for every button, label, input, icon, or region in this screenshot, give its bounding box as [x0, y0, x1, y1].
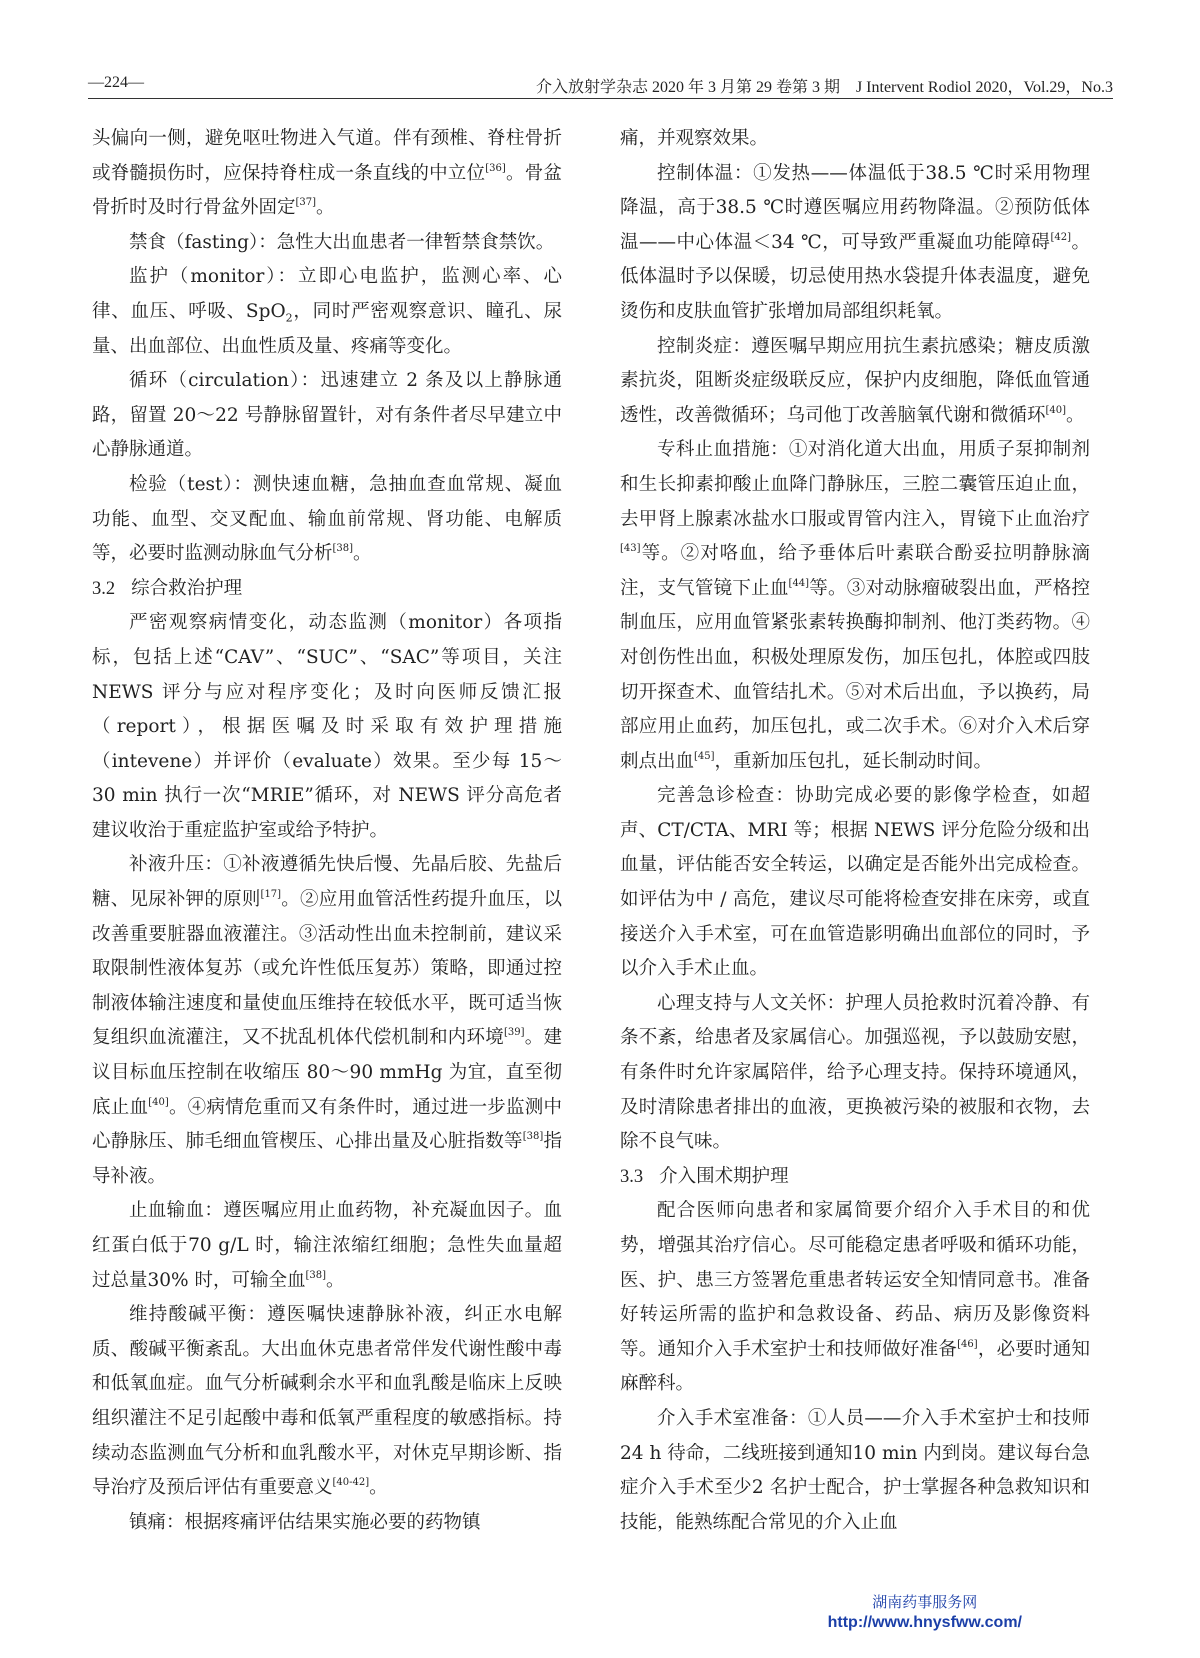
- text-run: 介入手术室准备：①人员——介入手术室护士和技师24 h 待命，二线班接到通知10 min 内到岗。建议每台急症介入手术至少2 名护士配合，护士掌握各种急救知识和技能，能熟练配合常见的介入止血: [620, 1407, 1090, 1533]
- paragraph: [92, 468, 562, 572]
- text-run: 禁食（fasting）：急性大出血患者一律暂禁食禁饮。: [129, 231, 555, 253]
- citation-ref: [39]: [504, 1027, 525, 1039]
- text-run: 严密观察病情变化，动态监测（monitor）各项指标，包括上述“CAV”、“SUC”、“SAC”等项目，关注 NEWS 评分与应对程序变化；及时向医师反馈汇报（report），根据医嘱及时采取有效护理措施（intevene）并评价（evaluate）效果。至少每 15～30 min 执行一次“MRIE”循环，对 NEWS 评分高危者建议收治于重症监护室或给予特护。: [92, 612, 562, 841]
- citation-ref: [38]: [305, 1269, 327, 1281]
- watermark: [828, 1593, 1022, 1633]
- text-run: 。: [353, 543, 372, 565]
- citation-ref: [40-42]: [332, 1477, 370, 1489]
- citation-ref: [44]: [788, 577, 810, 589]
- citation-ref: [17]: [260, 889, 282, 901]
- citation-ref: [38]: [522, 1131, 544, 1143]
- paragraph: [620, 987, 1090, 1160]
- subscript: 2: [285, 311, 293, 325]
- section-number: 3.2: [92, 578, 116, 599]
- paragraph: [92, 1194, 562, 1298]
- citation-ref: [36]: [485, 162, 506, 174]
- watermark-url: http://www.hnysfww.com/: [827, 1614, 1022, 1631]
- paragraph: [92, 848, 562, 1194]
- text-run: 。④病情危重而又有条件时，通过进一步监测中心静脉压、肺毛细血管楔压、心排出量及心脏指数等: [92, 1096, 562, 1153]
- paragraph: [92, 364, 562, 468]
- citation-ref: [38]: [332, 543, 354, 555]
- text-run: 。②应用血管活性药提升血压，以改善重要脏器血液灌注。③活动性出血未控制前，建议采取限制性液体复苏（或允许性低压复苏）策略，即通过控制液体输注速度和量使血压维持在较低水平，既可适当恢复组织血流灌注，又不扰乱机体代偿机制和内环境: [92, 889, 562, 1049]
- paragraph: [620, 1402, 1090, 1540]
- text-run: 维持酸碱平衡：遵医嘱快速静脉补液，纠正水电解质、酸碱平衡紊乱。大出血休克患者常伴发代谢性酸中毒和低氧血症。血气分析碱剩余水平和血乳酸是临床上反映组织灌注不足引起酸中毒和低氧严重程度的敏感指标。持续动态监测血气分析和血乳酸水平，对休克早期诊断、指导治疗及预后评估有重要意义: [92, 1304, 562, 1499]
- text-run: 。建议目标血压控制在收缩压 80～90 mmHg 为宜，直至彻底止血: [92, 1027, 562, 1118]
- paragraph: [92, 226, 562, 261]
- section-title: 综合救治护理: [131, 577, 243, 599]
- text-run: 配合医师向患者和家属简要介绍介入手术目的和优势，增强其治疗信心。尽可能稳定患者呼吸和循环功能，医、护、患三方签署危重患者转运安全知情同意书。准备好转运所需的监护和急救设备、药品、病历及影像资料等。通知介入手术室护士和技师做好准备: [620, 1200, 1090, 1360]
- text-run: 。: [316, 197, 335, 219]
- text-run: ，同时严密观察意识、瞳孔、尿量、出血部位、出血性质及量、疼痛等变化。: [92, 300, 562, 357]
- citation-ref: [37]: [295, 197, 317, 209]
- citation-ref: [46]: [957, 1338, 978, 1350]
- section-heading: [92, 572, 562, 607]
- paragraph: [92, 260, 562, 364]
- page-number: —224—: [88, 74, 144, 91]
- paragraph: [620, 330, 1090, 434]
- text-run: 。: [369, 1477, 388, 1499]
- paragraph: [620, 122, 1090, 157]
- text-run: 止血输血：遵医嘱应用止血药物，补充凝血因子。血红蛋白低于70 g/L 时，输注浓缩红细胞；急性失血量超过总量30% 时，可输全血: [92, 1200, 562, 1291]
- left-column: [92, 122, 562, 1540]
- text-run: 。: [326, 1269, 345, 1291]
- text-run: 。: [1066, 404, 1085, 426]
- section-title: 介入围术期护理: [659, 1165, 789, 1187]
- citation-ref: [40]: [1045, 404, 1067, 416]
- text-run: 等。②对咯血，给予垂体后叶素联合酚妥拉明静脉滴注，支气管镜下止血: [620, 543, 1090, 599]
- paragraph: [620, 157, 1090, 330]
- right-column: [620, 122, 1090, 1540]
- text-run: 心理支持与人文关怀：护理人员抢救时沉着冷静、有条不紊，给患者及家属信心。加强巡视，予以鼓励安慰，有条件时允许家属陪伴，给予心理支持。保持环境通风，及时清除患者排出的血液，更换被污染的被服和衣物，去除不良气味。: [620, 992, 1090, 1153]
- journal-citation: 介入放射学杂志 2020 年 3 月第 29 卷第 3 期 J Intervent Rodiol 2020，Vol.29，No.3: [535, 79, 1113, 96]
- text-run: 指导补液。: [92, 1131, 562, 1187]
- section-heading: [620, 1160, 1090, 1195]
- citation-ref: [40]: [148, 1096, 169, 1108]
- paragraph: [620, 433, 1090, 779]
- text-run: 专科止血措施：①对消化道大出血，用质子泵抑制剂和生长抑素抑酸止血降门静脉压，三腔二囊管压迫止血，去甲肾上腺素冰盐水口服或胃管内注入，胃镜下止血治疗: [620, 439, 1090, 530]
- page-header: [88, 72, 1113, 99]
- text-run: ，重新加压包扎，延长制动时间。: [714, 750, 993, 772]
- text-run: 痛，并观察效果。: [620, 128, 769, 149]
- text-run: 镇痛：根据疼痛评估结果实施必要的药物镇: [129, 1511, 481, 1533]
- paragraph: [620, 779, 1090, 987]
- watermark-site-name: 湖南药事服务网: [872, 1594, 978, 1611]
- paragraph: [92, 1298, 562, 1506]
- text-run: 完善急诊检查：协助完成必要的影像学检查，如超声、CT/CTA、MRI 等；根据 NEWS 评分危险分级和出血量，评估能否安全转运，以确定是否能外出完成检查。如评估为中 / 高危，建议尽可能将检查安排在床旁，或直接送介入手术室，可在血管造影明确出血部位的同时，予以介入手术止血。: [620, 785, 1090, 980]
- citation-ref: [43]: [620, 543, 641, 555]
- text-run: 循环（circulation）：迅速建立 2 条及以上静脉通路，留置 20～22 号静脉留置针，对有条件者尽早建立中心静脉通道。: [92, 370, 562, 461]
- text-run: 监护（monitor）：立即心电监护，监测心率、心律、血压、呼吸、SpO: [92, 266, 562, 322]
- citation-ref: [45]: [694, 750, 715, 762]
- citation-ref: [42]: [1050, 231, 1071, 243]
- text-run: 补液升压：①补液遵循先快后慢、先晶后胶、先盐后糖、见尿补钾的原则: [92, 854, 562, 911]
- text-run: 。骨盆骨折时及时行骨盆外固定: [92, 162, 562, 219]
- text-run: ，必要时通知麻醉科。: [620, 1338, 1090, 1395]
- text-run: 等。③对动脉瘤破裂出血，严格控制血压，应用血管紧张素转换酶抑制剂、他汀类药物。④对创伤性出血，积极处理原发伤，加压包扎，体腔或四肢切开探查术、血管结扎术。⑤对术后出血，予以换药，局部应用止血药，加压包扎，或二次手术。⑥对介入术后穿刺点出血: [620, 577, 1090, 772]
- text-run: 检验（test）：测快速血糖，急抽血查血常规、凝血功能、血型、交叉配血、输血前常规、肾功能、电解质等，必要时监测动脉血气分析: [92, 473, 562, 565]
- paragraph: [92, 122, 562, 226]
- section-number: 3.3: [620, 1166, 644, 1187]
- paragraph: [620, 1194, 1090, 1402]
- paragraph: [92, 1506, 562, 1541]
- text-run: 控制体温：①发热——体温低于38.5 ℃时采用物理降温，高于38.5 ℃时遵医嘱应用药物降温。②预防低体温——中心体温＜34 ℃，可导致严重凝血功能障碍: [620, 162, 1090, 253]
- text-run: 。低体温时予以保暖，切忌使用热水袋提升体表温度，避免烫伤和皮肤血管扩张增加局部组织耗氧。: [620, 231, 1090, 322]
- text-run: 头偏向一侧，避免呕吐物进入气道。伴有颈椎、脊柱骨折或脊髓损伤时，应保持脊柱成一条直线的中立位: [92, 128, 562, 184]
- paragraph: [92, 606, 562, 848]
- text-run: 控制炎症：遵医嘱早期应用抗生素抗感染；糖皮质激素抗炎，阻断炎症级联反应，保护内皮细胞，降低血管通透性，改善微循环；乌司他丁改善脑氧代谢和微循环: [620, 335, 1090, 426]
